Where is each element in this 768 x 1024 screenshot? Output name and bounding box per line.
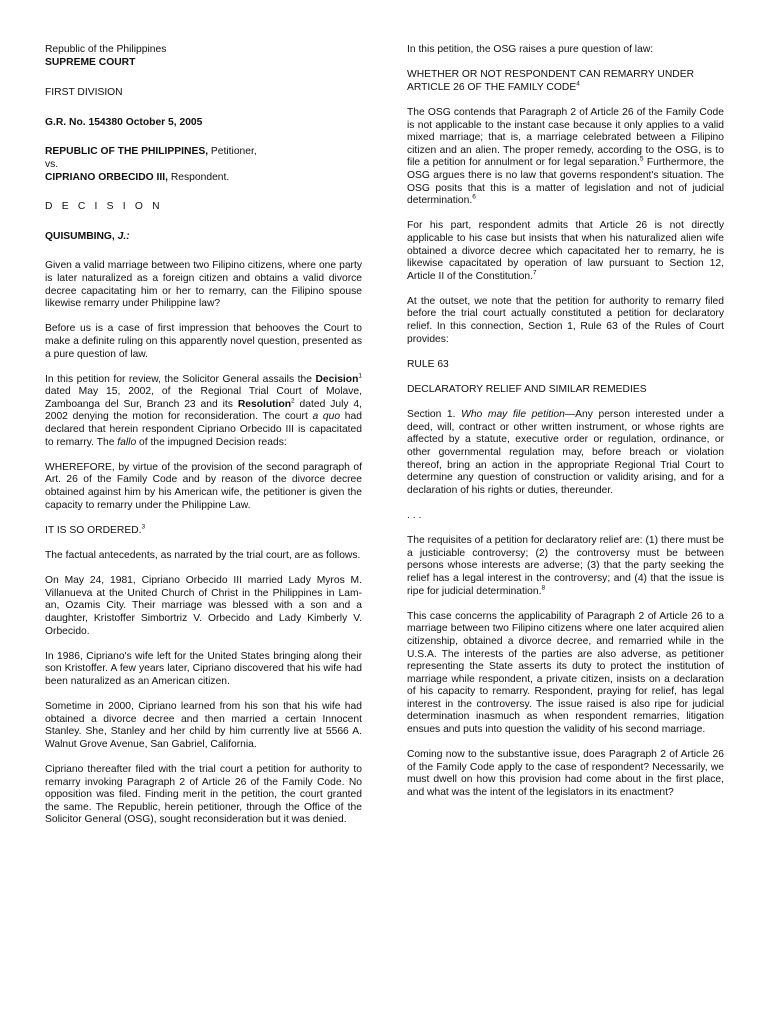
footnote-ref: 4: [576, 80, 580, 88]
paragraph-wife-left: In 1986, Cipriano's wife left for the United States bringing along their son Kristoffer. A few years later, Cipriano discovered that his wife had been naturalized as an American citizen.: [45, 650, 362, 687]
decision-heading: D E C I S I O N: [45, 201, 163, 213]
petitioner-line: REPUBLIC OF THE PHILIPPINES, Petitioner,: [45, 146, 257, 158]
paragraph-marriage: On May 24, 1981, Cipriano Orbecido III married Lady Myros M. Villanueva at the United Church of Christ in the Philippines in Lam-an, Ozamis City. Their marriage was blessed with a son and a daughter, Kristoffer Simbortriz V. Orbecido and Lady Kimberly V. Orbecido.: [45, 575, 362, 637]
paragraph-section-one: Section 1. Who may file petition—Any person interested under a deed, will, contract or other written instrument, or whose rights are affected by a statute, executive order or regulation, ordinance, or other governmental regulation may, before breach or violation thereof, bring an action in the appropriate Regional Trial Court to determine any question of construction or validity arising, and for a declaration of his rights or duties, thereunder.: [407, 409, 725, 496]
case-number: G.R. No. 154380 October 5, 2005: [45, 116, 203, 128]
court-line: SUPREME COURT: [45, 56, 136, 68]
paragraph-divorce: Sometime in 2000, Cipriano learned from his son that his wife had obtained a divorce decree and then married a certain Innocent Stanley. She, Stanley and her child by him currently live at 5566 A. Walnut Grove Avenue, San Gabriel, California.: [45, 701, 362, 750]
paragraph-wherefore: WHEREFORE, by virtue of the provision of the second paragraph of Art. 26 of the Family Code and by reason of the divorce decree obtained against him by his American wife, the petitioner is given the capacity to remarry under the Philippine Law.: [45, 461, 362, 511]
paragraph-petition-review: In this petition for review, the Solicitor General assails the Decision$^1$ dated May 15, 2002, of the Regional Trial Court of Molave, Zamboanga del Sur, Branch 23 and its Resolution$^2$ dated July 4, 2002 denying the motion for reconsideration. The court a quo had declared that herein respondent Cipriano Orbecido III is capacitated to remarry. The fallo of the impugned Decision reads:: [45, 372, 363, 448]
footnote-ref: 1: [358, 372, 362, 380]
issue-heading: WHETHER OR NOT RESPONDENT CAN REMARRY UNDER ARTICLE 26 OF THE FAMILY CODE$^4$: [407, 69, 695, 93]
right-column: [407, 44, 724, 812]
footnote-ref: 7: [532, 269, 537, 277]
division-line: FIRST DIVISION: [45, 87, 123, 99]
rule-title: DECLARATORY RELIEF AND SIMILAR REMEDIES: [407, 384, 647, 396]
paragraph-filed-petition: Cipriano thereafter filed with the trial court a petition for authority to remarry invoking Paragraph 2 of Article 26 of the Family Code. No opposition was filed. Finding merit in the petition, the court granted the same. The Republic, herein petitioner, through the Office of the Solicitor General (OSG), sought reconsideration but it was denied.: [45, 764, 362, 826]
paragraph-substantive-issue: Coming now to the substantive issue, does Paragraph 2 of Article 26 of the Family Code apply to the case of respondent? Necessarily, we must dwell on how this provision had come about in the first place, and what was the intent of the legislators in its enactment?: [407, 749, 724, 799]
ponente-line: QUISUMBING, J.:: [45, 230, 130, 242]
footnote-ref: 8: [541, 584, 546, 592]
respondent-line: CIPRIANO ORBECIDO III, Respondent.: [45, 171, 230, 183]
ellipsis: . . .: [407, 509, 422, 521]
footnote-ref: 3: [141, 523, 146, 531]
paragraph-question: Given a valid marriage between two Filipino citizens, where one party is later naturalized as a foreign citizen and obtains a valid divorce decree capacitating him or her to remarry, can the Filipino spouse likewise remarry under Philippine law?: [45, 260, 362, 310]
footnote-ref: 6: [472, 193, 476, 201]
paragraph-respondent-admits: For his part, respondent admits that Article 26 is not directly applicable to his case but insists that when his naturalized alien wife obtained a divorce decree which capacitated her to remarry, he is likewise capacitated by operation of law pursuant to Section 12, Article II of the Constitution.$^7$: [407, 220, 724, 282]
paragraph-antecedents: The factual antecedents, as narrated by the trial court, are as follows.: [45, 550, 361, 561]
footnote-ref: 5: [639, 155, 644, 163]
paragraph-so-ordered: IT IS SO ORDERED.$^3$: [45, 523, 146, 536]
paragraph-requisites: The requisites of a petition for declaratory relief are: (1) there must be a justiciable controversy; (2) the controversy must be between persons whose interests are adverse; (3) that the party seeking the relief has a legal interest in the controversy; and (4) that the issue is ripe for judicial determination.$^8$: [407, 535, 724, 597]
paragraph-outset: At the outset, we note that the petition for authority to remarry filed before the trial court actually constituted a petition for declaratory relief. In this connection, Section 1, Rule 63 of the Rules of Court provides:: [407, 295, 724, 345]
paragraph-osg-question: In this petition, the OSG raises a pure question of law:: [407, 44, 654, 55]
left-column: [45, 44, 362, 840]
paragraph-osg-contends: The OSG contends that Paragraph 2 of Article 26 of the Family Code is not applicable to the instant case because it only applies to a valid mixed marriage; that is, a marriage celebrated between a Filipino citizen and an alien. The proper remedy, according to the OSG, is to file a petition for annulment or for legal separation.$^5$ Furthermore, the OSG argues there is no law that governs respondent's situation. The OSG posits that this is a matter of legislation and not of judicial determination.$^6$: [407, 106, 724, 207]
paragraph-applicability: This case concerns the applicability of Paragraph 2 of Article 26 to a marriage between two Filipino citizens where one later acquired alien citizenship, obtained a divorce decree, and remarried while in the U.S.A. The interests of the parties are also adverse, as petitioner representing the State asserts its duty to protect the institution of marriage while respondent, a private citizen, insists on a declaration of his capacity to remarry. Respondent, praying for relief, has legal interest in the controversy. The issue raised is also ripe for judicial determination inasmuch as when respondent remarries, litigation ensues and puts into question the validity of his second marriage.: [407, 610, 724, 736]
paragraph-first-impression: Before us is a case of first impression that behooves the Court to make a definite ruling on this apparently novel question, presented as a pure question of law.: [45, 323, 362, 360]
versus-line: vs.: [45, 158, 59, 170]
rule-heading: RULE 63: [407, 358, 449, 370]
footnote-ref: 2: [291, 397, 295, 405]
country-line: Republic of the Philippines: [45, 44, 167, 55]
